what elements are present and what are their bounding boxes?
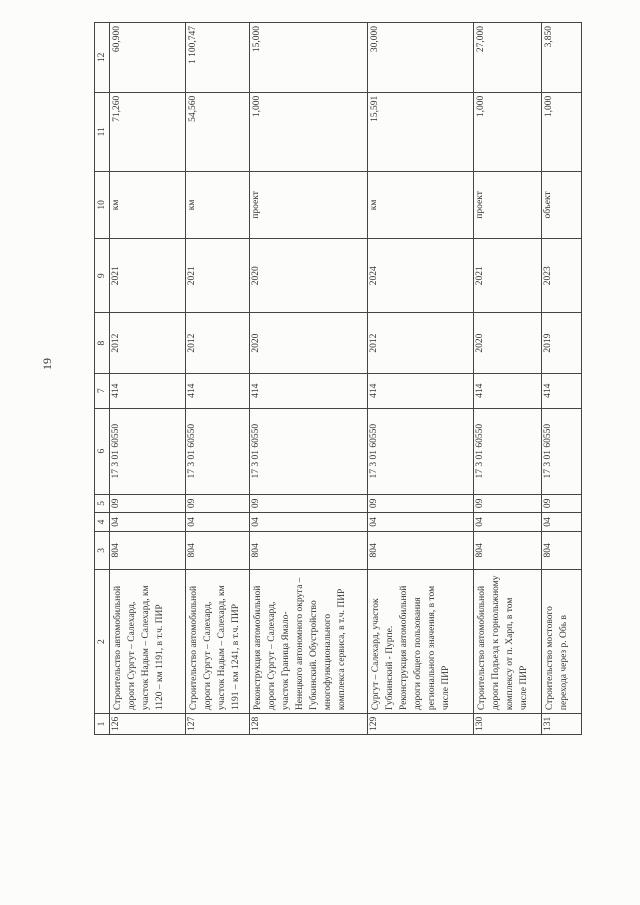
- row-number: 128: [250, 714, 368, 735]
- amount: 1 100,747: [186, 23, 250, 93]
- table-row: [368, 23, 474, 735]
- amount: 3,850: [542, 23, 582, 93]
- row-number: 131: [542, 714, 582, 735]
- end-year: 2021: [110, 239, 186, 313]
- column-header: 12: [95, 23, 110, 93]
- row-number: 129: [368, 714, 474, 735]
- section-code: 04: [474, 513, 542, 532]
- ministry-code: 804: [110, 531, 186, 569]
- table-row: [250, 23, 368, 735]
- column-header: 3: [95, 531, 110, 569]
- subsection-code: 09: [186, 494, 250, 513]
- section-code: 04: [368, 513, 474, 532]
- project-name: Строительство автомобильной дороги Сургут – Салехард, участок Надым – Салехард, км 1191 – км 1241, в т.ч. ПИР: [186, 570, 250, 714]
- start-year: 2020: [250, 313, 368, 373]
- unit: км: [110, 171, 186, 238]
- start-year: 2012: [368, 313, 474, 373]
- capacity: 15,591: [368, 92, 474, 171]
- project-name: Реконструкция автомобильной дороги Сургут – Салехард, участок Граница Ямало-Ненецкого автономного округа – Губкинский. Обустройство многофункционального комплекса сервиса, в т.ч. ПИР: [250, 570, 368, 714]
- capacity: 54,560: [186, 92, 250, 171]
- unit: км: [186, 171, 250, 238]
- row-number: 127: [186, 714, 250, 735]
- page-number: 19: [40, 358, 54, 370]
- rotated-table-container: [94, 22, 586, 735]
- subsection-code: 09: [542, 494, 582, 513]
- subsection-code: 09: [110, 494, 186, 513]
- table-row: [474, 23, 542, 735]
- section-code: 04: [110, 513, 186, 532]
- column-header: 1: [95, 714, 110, 735]
- column-header: 9: [95, 239, 110, 313]
- end-year: 2021: [186, 239, 250, 313]
- row-number: 126: [110, 714, 186, 735]
- column-header: 2: [95, 570, 110, 714]
- column-header: 4: [95, 513, 110, 532]
- project-name: Строительство мостового перехода через р. Обь в: [542, 570, 582, 714]
- subsection-code: 09: [474, 494, 542, 513]
- section-code: 04: [542, 513, 582, 532]
- column-header: 7: [95, 373, 110, 408]
- column-header: 10: [95, 171, 110, 238]
- ministry-code: 804: [474, 531, 542, 569]
- target-code: 17 3 01 60550: [474, 408, 542, 494]
- table-row: [186, 23, 250, 735]
- unit: объект: [542, 171, 582, 238]
- amount: 27,000: [474, 23, 542, 93]
- expense-type: 414: [186, 373, 250, 408]
- budget-table: [94, 22, 582, 735]
- column-header: 5: [95, 494, 110, 513]
- section-code: 04: [186, 513, 250, 532]
- amount: 15,000: [250, 23, 368, 93]
- table-row: [110, 23, 186, 735]
- subsection-code: 09: [368, 494, 474, 513]
- ministry-code: 804: [368, 531, 474, 569]
- ministry-code: 804: [250, 531, 368, 569]
- expense-type: 414: [110, 373, 186, 408]
- unit: проект: [250, 171, 368, 238]
- target-code: 17 3 01 60550: [186, 408, 250, 494]
- section-code: 04: [250, 513, 368, 532]
- unit: км: [368, 171, 474, 238]
- target-code: 17 3 01 60550: [250, 408, 368, 494]
- end-year: 2024: [368, 239, 474, 313]
- column-header: 6: [95, 408, 110, 494]
- target-code: 17 3 01 60550: [542, 408, 582, 494]
- capacity: 1,000: [474, 92, 542, 171]
- unit: проект: [474, 171, 542, 238]
- amount: 60,900: [110, 23, 186, 93]
- column-header: 11: [95, 92, 110, 171]
- start-year: 2012: [186, 313, 250, 373]
- subsection-code: 09: [250, 494, 368, 513]
- header-row: [95, 23, 110, 735]
- target-code: 17 3 01 60550: [368, 408, 474, 494]
- amount: 30,000: [368, 23, 474, 93]
- capacity: 1,000: [250, 92, 368, 171]
- end-year: 2021: [474, 239, 542, 313]
- expense-type: 414: [250, 373, 368, 408]
- expense-type: 414: [542, 373, 582, 408]
- ministry-code: 804: [186, 531, 250, 569]
- capacity: 71,260: [110, 92, 186, 171]
- table-row: [542, 23, 582, 735]
- capacity: 1,000: [542, 92, 582, 171]
- column-header: 8: [95, 313, 110, 373]
- expense-type: 414: [368, 373, 474, 408]
- project-name: Строительство автомобильной дороги Сургут – Салехард, участок Надым – Салехард, км 1120 – км 1191, в т.ч. ПИР: [110, 570, 186, 714]
- start-year: 2019: [542, 313, 582, 373]
- target-code: 17 3 01 60550: [110, 408, 186, 494]
- ministry-code: 804: [542, 531, 582, 569]
- project-name: Строительство автомобильной дороги Подъезд к горнолыжному комплексу от п. Харп, в том числе ПИР: [474, 570, 542, 714]
- expense-type: 414: [474, 373, 542, 408]
- row-number: 130: [474, 714, 542, 735]
- start-year: 2012: [110, 313, 186, 373]
- end-year: 2023: [542, 239, 582, 313]
- end-year: 2020: [250, 239, 368, 313]
- start-year: 2020: [474, 313, 542, 373]
- project-name: Сургут – Салехард, участок Губкинский - Пурпе. Реконструкция автомобильной дороги общего пользования регионального значения, в том числе ПИР: [368, 570, 474, 714]
